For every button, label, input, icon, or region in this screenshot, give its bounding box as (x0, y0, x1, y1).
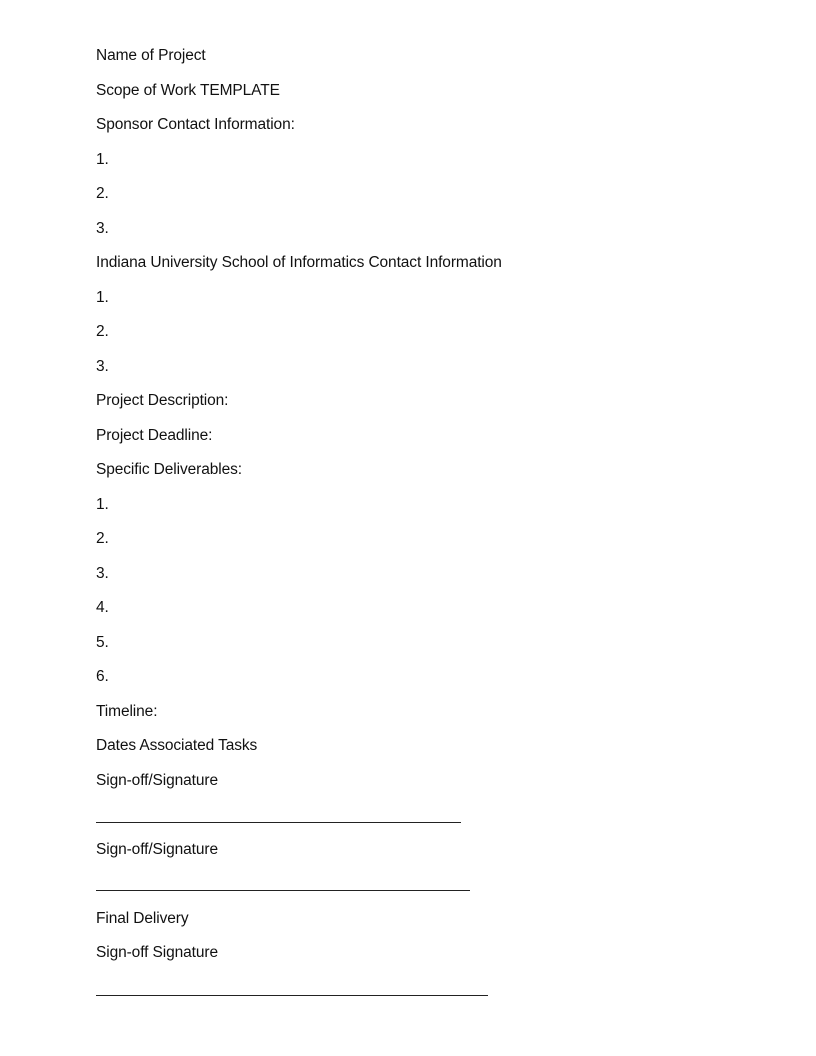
final-delivery-label: Final Delivery (96, 910, 189, 927)
signoff-label-2: Sign-off/Signature (96, 841, 218, 858)
signature-line-2 (96, 890, 470, 891)
deliverables-heading: Specific Deliverables: (96, 461, 242, 478)
sponsor-contact-item-1: 1. (96, 151, 109, 168)
sponsor-contact-item-2: 2. (96, 185, 109, 202)
project-description-label: Project Description: (96, 392, 229, 409)
signature-line-1 (96, 822, 461, 823)
timeline-columns: Dates Associated Tasks (96, 737, 258, 754)
deliverable-item-1: 1. (96, 496, 109, 513)
school-contact-item-3: 3. (96, 358, 109, 375)
project-deadline-label: Project Deadline: (96, 427, 213, 444)
signoff-label-3: Sign-off Signature (96, 944, 218, 961)
school-contact-item-2: 2. (96, 323, 109, 340)
document-title: Scope of Work TEMPLATE (96, 82, 280, 99)
deliverable-item-4: 4. (96, 599, 109, 616)
sponsor-contact-item-3: 3. (96, 220, 109, 237)
deliverable-item-2: 2. (96, 530, 109, 547)
school-contact-heading: Indiana University School of Informatics Contact Information (96, 254, 502, 271)
school-contact-item-1: 1. (96, 289, 109, 306)
deliverable-item-6: 6. (96, 668, 109, 685)
timeline-label: Timeline: (96, 703, 158, 720)
signoff-label-1: Sign-off/Signature (96, 772, 218, 789)
signature-line-3 (96, 995, 488, 996)
deliverable-item-5: 5. (96, 634, 109, 651)
sponsor-contact-heading: Sponsor Contact Information: (96, 116, 295, 133)
deliverable-item-3: 3. (96, 565, 109, 582)
project-name: Name of Project (96, 47, 206, 64)
